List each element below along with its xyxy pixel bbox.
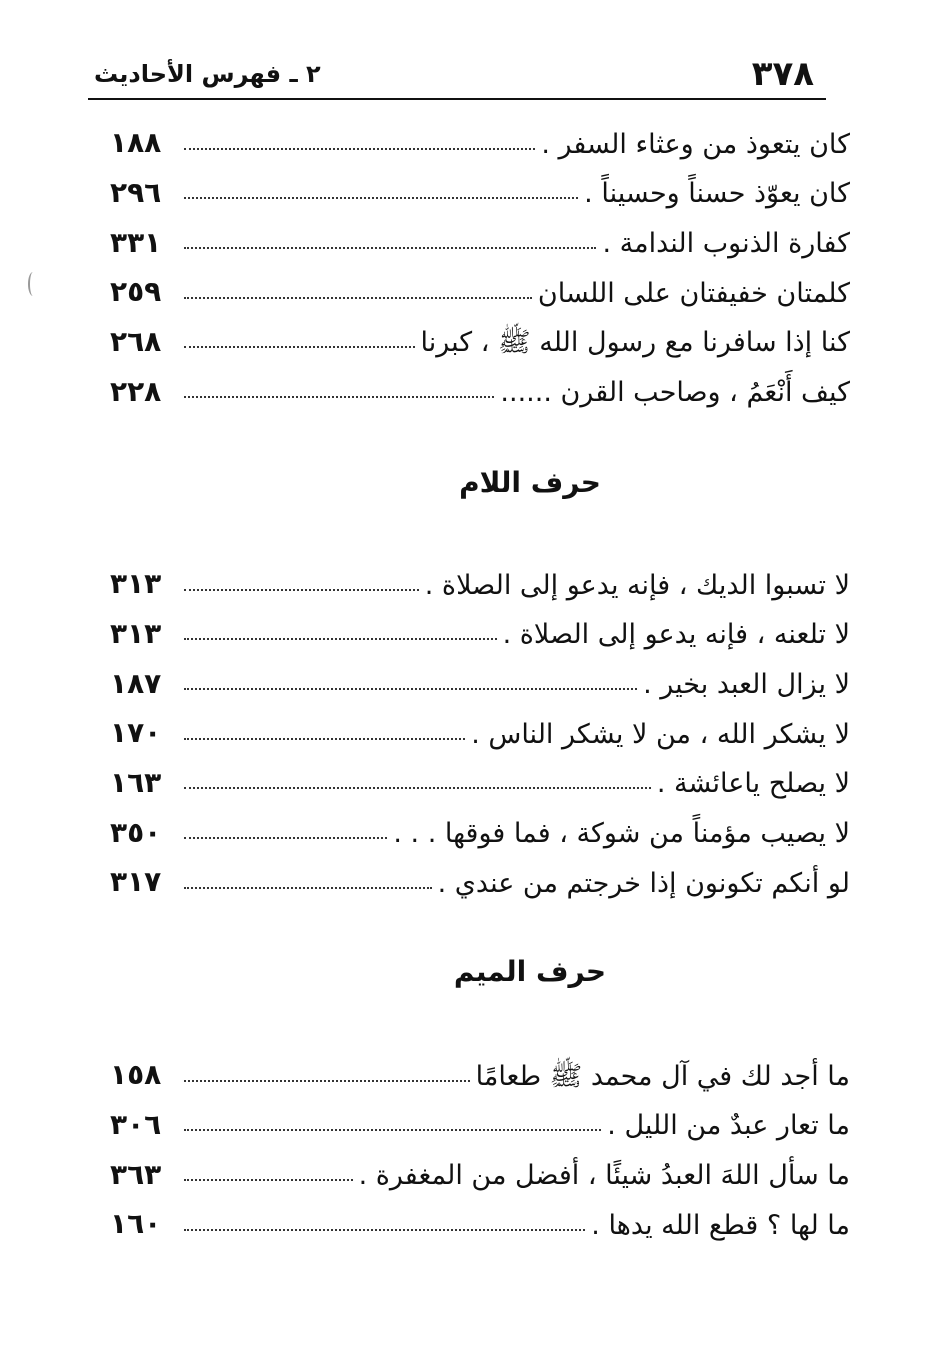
index-entry	[110, 211, 850, 261]
hadith-text: كنا إذا سافرنا مع رسول الله ﷺ ، كبرنا	[420, 327, 850, 359]
hadith-text: لا يصيب مؤمناً من شوكة ، فما فوقها . . .	[393, 818, 850, 850]
page-ref: ٢٩٦	[110, 175, 162, 209]
index-entry	[110, 603, 850, 653]
index-entry	[110, 1044, 850, 1094]
dot-leader	[184, 589, 419, 591]
page-ref: ٣٦٣	[110, 1157, 162, 1191]
index-entry	[110, 702, 850, 752]
hadith-text: كان يتعوذ من وعثاء السفر .	[541, 128, 850, 160]
dot-leader	[184, 638, 497, 640]
index-entry	[110, 112, 850, 162]
hadith-text: لا يشكر الله ، من لا يشكر الناس .	[471, 718, 850, 750]
index-entry	[110, 162, 850, 212]
page-ref: ١٨٧	[110, 666, 162, 700]
section-heading-mim: حرف الميم	[453, 955, 607, 988]
page-number: ٣٧٨	[751, 54, 814, 94]
dot-leader	[184, 738, 465, 740]
page-ref: ١٨٨	[110, 126, 162, 160]
hadith-text: ما تعار عبدٌ من الليل .	[607, 1110, 850, 1142]
dot-leader	[184, 297, 532, 299]
index-section-kaf	[110, 112, 850, 410]
hadith-text: ما سأل اللهَ العبدُ شيئًا ، أفضل من المغفرة .	[358, 1159, 850, 1191]
index-entry	[110, 851, 850, 901]
dot-leader	[184, 787, 651, 789]
page-ref: ٣٥٠	[110, 815, 162, 849]
dot-leader	[184, 1129, 601, 1131]
dot-leader	[184, 1080, 470, 1082]
index-section-mim	[110, 1044, 850, 1243]
page-ref: ٣٣١	[110, 225, 162, 259]
hadith-text: لا يصلح ياعائشة .	[656, 768, 850, 800]
scan-mark	[28, 272, 38, 296]
hadith-text: كلمتان خفيفتان على اللسان	[537, 277, 850, 309]
section-heading-lam: حرف اللام	[459, 466, 601, 499]
hadith-text: ما لها ؟ قطع الله يدها .	[591, 1209, 850, 1241]
page-ref: ٣١٣	[110, 616, 162, 650]
dot-leader	[184, 887, 432, 889]
dot-leader	[184, 148, 535, 150]
page-ref: ١٧٠	[110, 716, 162, 750]
dot-leader	[184, 688, 637, 690]
index-entry	[110, 652, 850, 702]
index-entry	[110, 1143, 850, 1193]
dot-leader	[184, 247, 596, 249]
page-ref: ٣١٣	[110, 567, 162, 601]
hadith-text: لا تسبوا الديك ، فإنه يدعو إلى الصلاة .	[424, 569, 850, 601]
hadith-text: لو أنكم تكونون إذا خرجتم من عندي .	[437, 867, 850, 899]
index-entry	[110, 1193, 850, 1243]
dot-leader	[184, 396, 494, 398]
page-ref: ٢٦٨	[110, 325, 162, 359]
index-entry	[110, 1094, 850, 1144]
dot-leader	[184, 197, 578, 199]
hadith-text: كفارة الذنوب الندامة .	[602, 227, 850, 259]
hadith-text: كيف أَنْعَمُ ، وصاحب القرن ......	[500, 377, 850, 409]
index-entry	[110, 311, 850, 361]
hadith-text: لا يزال العبد بخير .	[643, 668, 850, 700]
dot-leader	[184, 1179, 353, 1181]
page-ref: ١٦٣	[110, 766, 162, 800]
running-title: ٢ ـ فهرس الأحاديث	[94, 60, 321, 88]
page-ref: ٣٠٦	[110, 1107, 162, 1141]
page-ref: ٢٢٨	[110, 374, 162, 408]
page-ref: ١٥٨	[110, 1058, 162, 1092]
page-ref: ١٦٠	[110, 1207, 162, 1241]
index-entry	[110, 553, 850, 603]
page-ref: ٢٥٩	[110, 275, 162, 309]
index-entry	[110, 752, 850, 802]
dot-leader	[184, 346, 415, 348]
hadith-text: لا تلعنه ، فإنه يدعو إلى الصلاة .	[502, 619, 850, 651]
index-entry	[110, 801, 850, 851]
dot-leader	[184, 837, 387, 839]
index-section-lam	[110, 553, 850, 901]
index-entry	[110, 360, 850, 410]
page-header	[88, 52, 826, 100]
dot-leader	[184, 1229, 585, 1231]
hadith-text: ما أجد لك في آل محمد ﷺ طعامًا	[475, 1060, 850, 1092]
index-entry	[110, 261, 850, 311]
page-ref: ٣١٧	[110, 865, 162, 899]
hadith-text: كان يعوّذ حسناً وحسيناً .	[584, 178, 850, 210]
